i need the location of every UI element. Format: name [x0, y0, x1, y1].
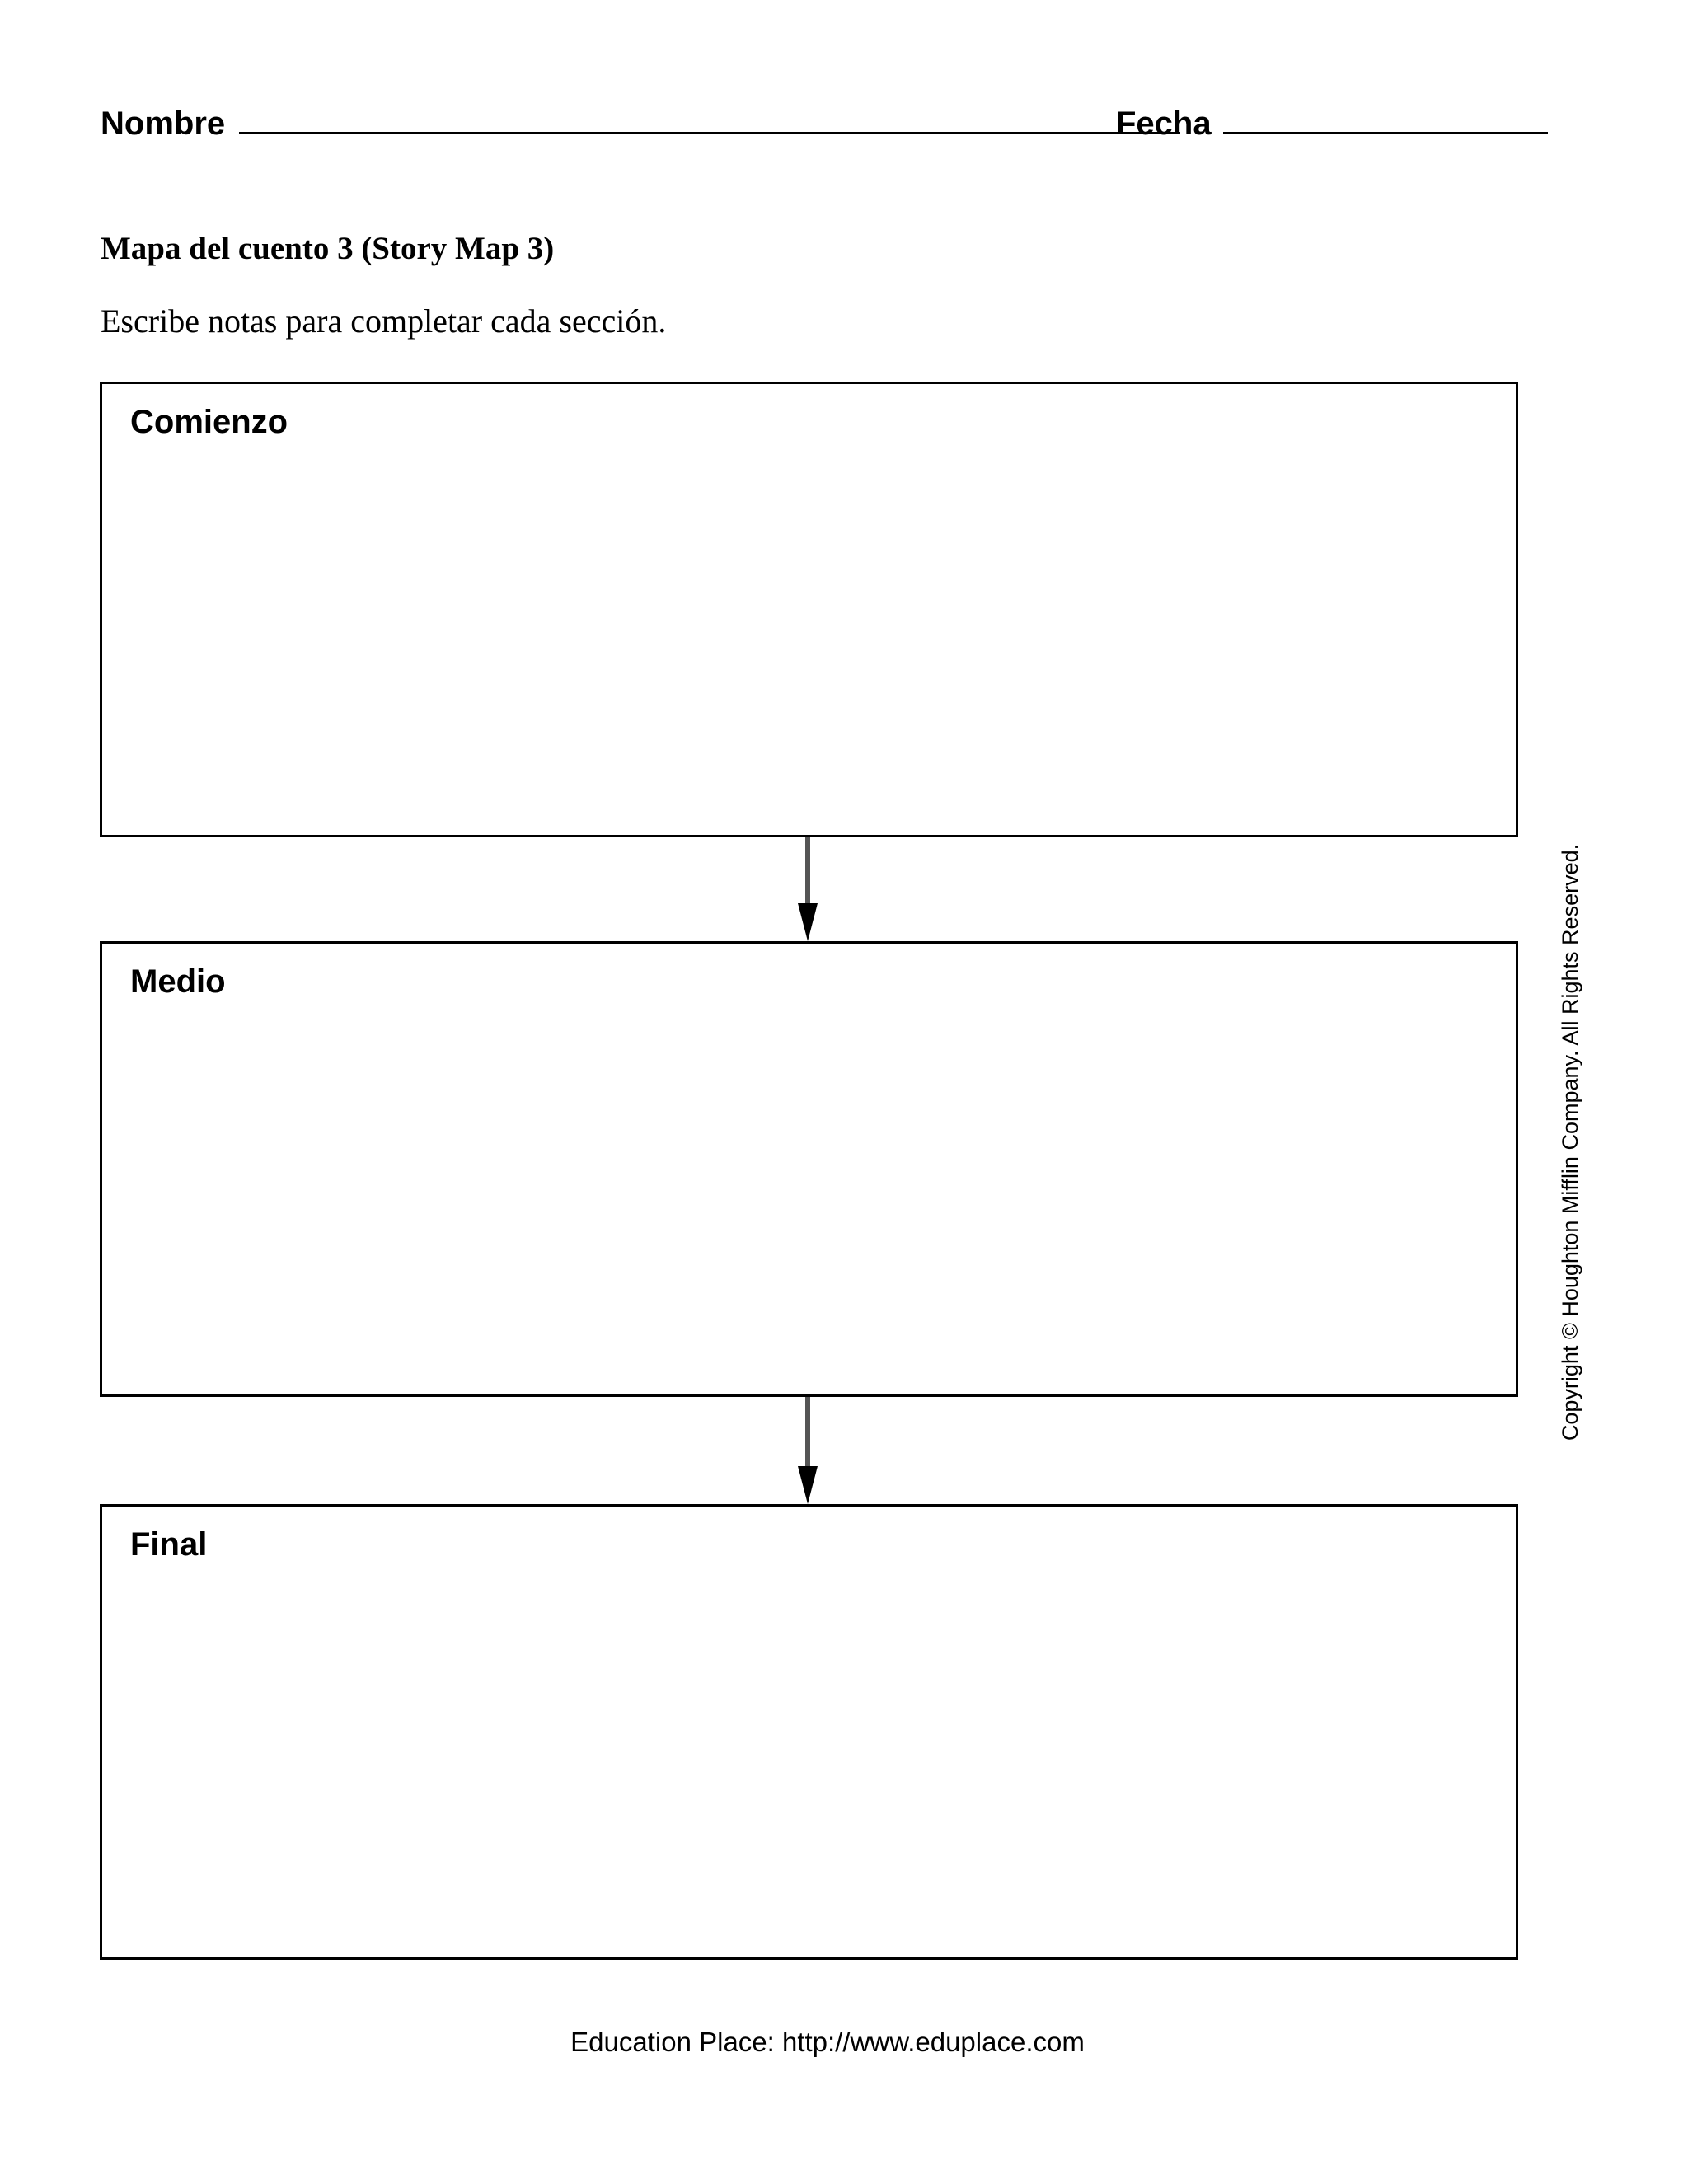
date-line[interactable]: [1223, 132, 1548, 134]
arrow-down-icon: [793, 1397, 823, 1504]
page-title: Mapa del cuento 3 (Story Map 3): [101, 231, 555, 266]
arrow-down-icon: [793, 837, 823, 941]
header-row: [101, 97, 1551, 147]
section-box-beginning[interactable]: [100, 382, 1518, 837]
section-box-end[interactable]: [100, 1504, 1518, 1960]
section-label-middle: Medio: [130, 963, 226, 1000]
section-label-beginning: Comienzo: [130, 404, 288, 440]
name-line[interactable]: [239, 132, 1180, 134]
copyright-text: Copyright © Houghton Mifflin Company. All Rights Reserved.: [1558, 843, 1582, 1441]
arrow-head: [798, 903, 818, 941]
section-box-middle[interactable]: [100, 941, 1518, 1397]
instructions: Escribe notas para completar cada sección.: [101, 302, 667, 340]
footer-source: Education Place: http://www.eduplace.com: [570, 2027, 1085, 2057]
arrow-head: [798, 1466, 818, 1504]
date-label: Fecha: [1116, 105, 1212, 142]
name-label: Nombre: [101, 105, 226, 142]
section-label-end: Final: [130, 1526, 208, 1563]
